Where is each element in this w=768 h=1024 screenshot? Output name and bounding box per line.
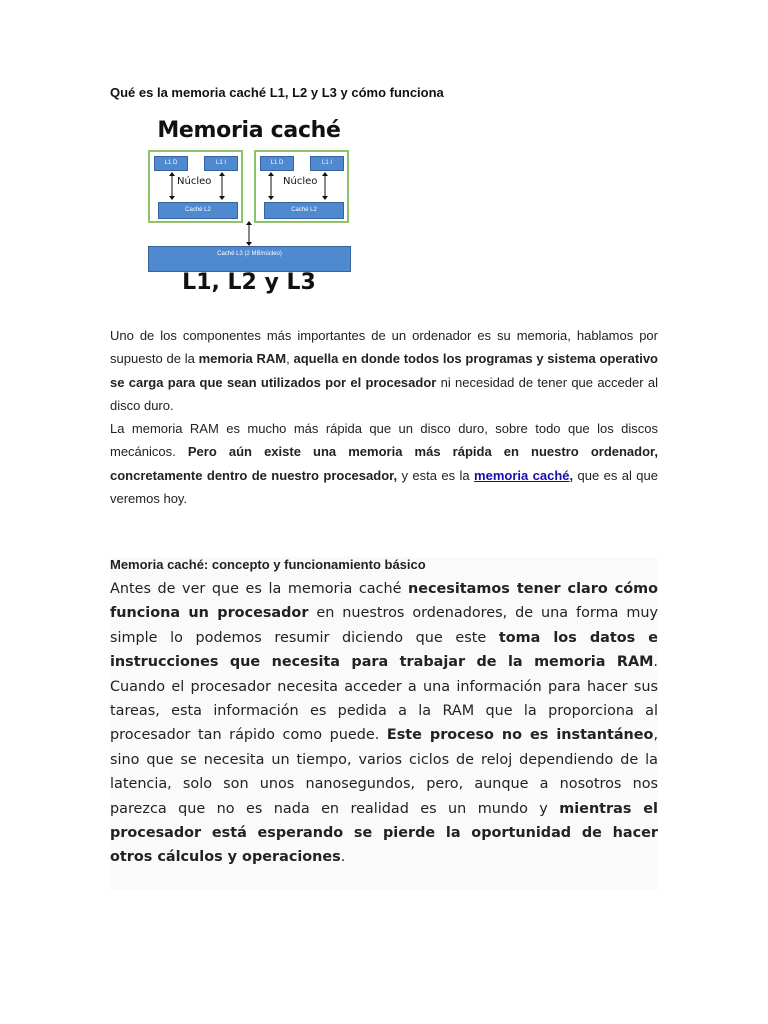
article-title: Qué es la memoria caché L1, L2 y L3 y cómo funciona bbox=[110, 85, 444, 100]
core-label-1: Núcleo bbox=[177, 176, 212, 187]
section-paragraph bbox=[110, 577, 658, 870]
text-run: . Cuando el procesador necesita acceder a una información para hacer sus tareas, esta información es pedida a la RAM que la proporciona al procesador tan rápido como puede. bbox=[110, 654, 658, 744]
text-run: , sino que se necesita un tiempo, varios ciclos de reloj dependiendo de la latencia, solo son unos nanosegundos, pero, aunque a nosotros nos parezca que no es nada en realidad es un mundo y bbox=[110, 727, 659, 817]
arrow-icon bbox=[268, 172, 274, 200]
core-label-2: Núcleo bbox=[283, 176, 318, 187]
section-text bbox=[110, 577, 658, 870]
bold-run: necesitamos tener claro cómo funciona un procesador bbox=[110, 581, 658, 622]
text-run: . bbox=[340, 849, 346, 866]
section-basics bbox=[110, 557, 658, 890]
text-run: Uno de los componentes más importantes de un ordenador es su memoria, hablamos por supuesto de la bbox=[110, 328, 658, 367]
diagram-title: Memoria caché bbox=[157, 118, 341, 143]
core-box-1 bbox=[148, 150, 243, 223]
bold-run: Este proceso no es instantáneo bbox=[386, 727, 654, 744]
section-heading: Memoria caché: concepto y funcionamiento básico bbox=[110, 557, 426, 572]
l1i-block-1: L1 I bbox=[204, 156, 238, 171]
l2-block-1: Caché L2 bbox=[158, 202, 238, 219]
bold-run: memoria RAM bbox=[198, 351, 287, 367]
core-box-2 bbox=[254, 150, 349, 223]
l1i-block-2: L1 I bbox=[310, 156, 344, 171]
bold-run: , bbox=[569, 467, 574, 483]
arrow-icon bbox=[246, 221, 252, 246]
arrow-icon bbox=[169, 172, 175, 200]
intro-paragraph-1 bbox=[110, 324, 658, 417]
arrow-icon bbox=[322, 172, 328, 200]
cache-memory-link[interactable]: memoria caché bbox=[474, 467, 570, 483]
bold-run: aquella en donde todos los programas y sistema operativo se carga para que sean utilizados por el procesador bbox=[110, 351, 658, 390]
bold-run: Pero aún existe una memoria más rápida en nuestro ordenador, concretamente dentro de nuestro procesador, bbox=[110, 444, 658, 483]
l1d-block-1: L1 D bbox=[154, 156, 188, 171]
text-run: ni necesidad de tener que acceder al disco duro. bbox=[110, 374, 658, 413]
diagram-subtitle: L1, L2 y L3 bbox=[182, 270, 316, 295]
l1d-block-2: L1 D bbox=[260, 156, 294, 171]
l2-block-2: Caché L2 bbox=[264, 202, 344, 219]
text-run: que es al que veremos hoy. bbox=[110, 467, 658, 507]
intro-text bbox=[110, 324, 658, 510]
text-run: La memoria RAM es mucho más rápida que un disco duro, sobre todo que los discos mecánicos. bbox=[110, 421, 658, 460]
text-run: , bbox=[286, 351, 294, 367]
intro-paragraph-2 bbox=[110, 417, 658, 510]
text-run: en nuestros ordenadores, de una forma muy simple lo podemos resumir diciendo que este bbox=[110, 605, 658, 646]
text-run: y esta es la bbox=[397, 467, 475, 483]
cache-diagram bbox=[146, 118, 356, 302]
l3-block: Caché L3 (2 MB/núcleo) bbox=[148, 246, 351, 272]
text-run: Antes de ver que es la memoria caché bbox=[110, 581, 408, 597]
bold-run: mientras el procesador está esperando se pierde la oportunidad de hacer otros cálculos y operaciones bbox=[110, 800, 658, 866]
bold-run: toma los datos e instrucciones que necesita para trabajar de la memoria RAM bbox=[110, 629, 658, 671]
arrow-icon bbox=[219, 172, 225, 200]
